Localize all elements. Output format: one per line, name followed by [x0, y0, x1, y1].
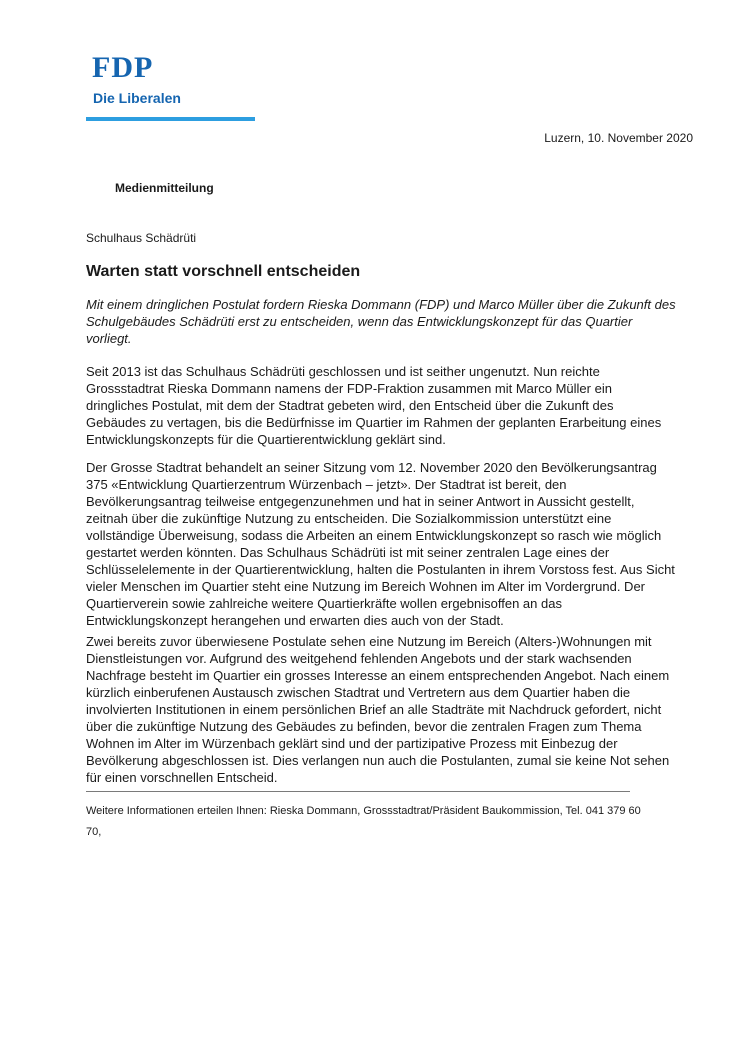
- document-subject: Schulhaus Schädrüti: [86, 231, 197, 245]
- document-date: Luzern, 10. November 2020: [544, 131, 693, 145]
- document-type: Medienmitteilung: [115, 181, 214, 195]
- lead-paragraph: Mit einem dringlichen Postulat fordern Rieska Dommann (FDP) und Marco Müller über die Zukunft des Schulgebäudes Schädrüti erst zu entscheiden, wenn das Entwicklungskonzept für das Quartier vorliegt.: [86, 297, 676, 346]
- headline: Warten statt vorschnell entscheiden: [86, 263, 361, 280]
- fdp-logo: FDP: [92, 51, 154, 84]
- logo-tagline: Die Liberalen: [93, 90, 181, 106]
- footer-divider: [86, 791, 630, 792]
- body-paragraph-3: Zwei bereits zuvor überwiesene Postulate sehen eine Nutzung im Bereich (Alters-)Wohnungen mit Dienstleistungen vor. Aufgrund des weitgehend fehlenden Angebots und der stark wachsenden Nachfrage besteht im Quartier ein grosses Interesse an einem entsprechenden Angebot. Nach einem kürzlich einberufenen Austausch zwischen Stadtrat und Vertretern aus dem Quartier haben die involvierten Institutionen in einem persönlichen Brief an alle Stadträte mit Nachdruck gefordert, nicht über die zukünftige Nutzung des Gebäudes zu befinden, bevor die zentralen Fragen zum Thema Wohnen im Alter im Würzenbach geklärt sind und der partizipative Prozess mit Einbezug der Bevölkerung abgeschlossen ist. Dies verlangen nun auch die Postulanten, zumal sie keine Not sehen für einen vorschnellen Entscheid.: [86, 634, 670, 785]
- body-paragraph-2: Der Grosse Stadtrat behandelt an seiner Sitzung vom 12. November 2020 den Bevölkerungsantrag 375 «Entwicklung Quartierzentrum Würzenbach – jetzt». Der Stadtrat ist bereit, den Bevölkerungsantrag teilweise entgegenzunehmen und hat in seiner Antwort in Aussicht gestellt, zeitnah über die zukünftige Nutzung zu entscheiden. Die Sozialkommission unterstützt eine vollständige Überweisung, sodass die Arbeiten an einem Entwicklungskonzept so rasch wie möglich gestartet werden könnten. Das Schulhaus Schädrüti ist mit seiner zentralen Lage eines der Schlüsselelemente in der Quartierentwicklung, halten die Postulanten in ihrem Vorstoss fest. Aus Sicht vieler Menschen im Quartier steht eine Nutzung im Bereich Wohnen im Alter im Vordergrund. Der Quartierverein sowie zahlreiche weitere Quartierkräfte wollen ergebnisoffen an das Entwicklungskonzept herangehen und erwarten dies auch von der Stadt.: [86, 460, 675, 628]
- body-paragraph-1: Seit 2013 ist das Schulhaus Schädrüti geschlossen und ist seither ungenutzt. Nun reichte Grossstadtrat Rieska Dommann namens der FDP-Fraktion zusammen mit Marco Müller ein dringliches Postulat, mit dem der Stadtrat gebeten wird, den Entscheid über die Zukunft des Gebäudes zu vertagen, bis die Bedürfnisse im Quartier im Rahmen der geplanten Erarbeitung eines Entwicklungskonzepts für die Quartierentwicklung geklärt sind.: [86, 364, 662, 447]
- contact-footer: Weitere Informationen erteilen Ihnen: Rieska Dommann, Grossstadtrat/Präsident Baukommission, Tel. 041 379 60 70,: [86, 805, 641, 838]
- logo-accent-bar: [86, 117, 255, 121]
